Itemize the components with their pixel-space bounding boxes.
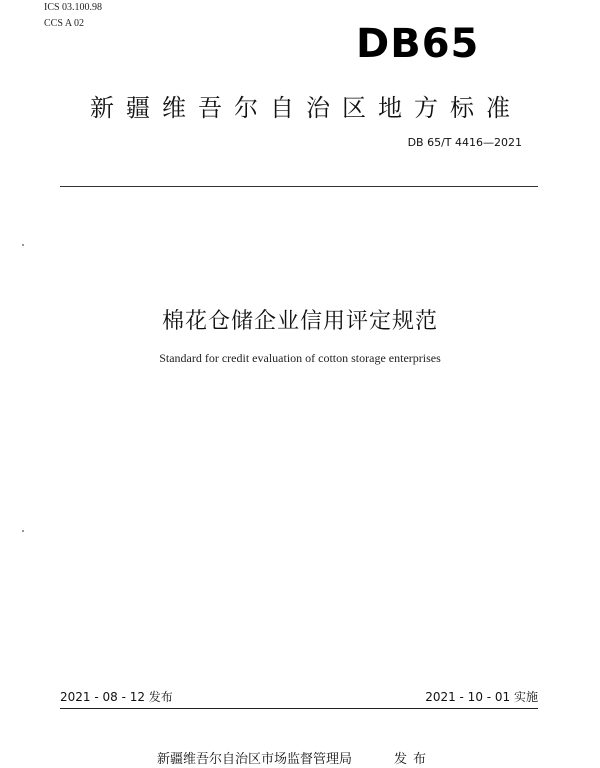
standard-number: DB 65/T 4416—2021 <box>407 136 522 149</box>
publish-date: 2021 - 08 - 12 发布 <box>60 690 173 704</box>
scan-speck <box>22 530 24 532</box>
organization-heading: 新疆维吾尔自治区地方标准 <box>90 94 522 122</box>
scan-speck <box>22 244 24 246</box>
bottom-divider <box>60 708 538 709</box>
top-divider <box>60 186 538 187</box>
document-title-english: Standard for credit evaluation of cotton storage enterprises <box>159 351 441 365</box>
ics-code: ICS 03.100.98 <box>44 2 103 13</box>
implementation-date: 2021 - 10 - 01 实施 <box>425 690 538 704</box>
publish-label: 发布 <box>394 752 433 767</box>
ccs-code: CCS A 02 <box>44 18 85 29</box>
standard-logo: DB65 <box>356 21 480 67</box>
document-title-chinese: 棉花仓储企业信用评定规范 <box>161 309 438 334</box>
publisher-name: 新疆维吾尔自治区市场监督管理局 <box>157 752 353 767</box>
